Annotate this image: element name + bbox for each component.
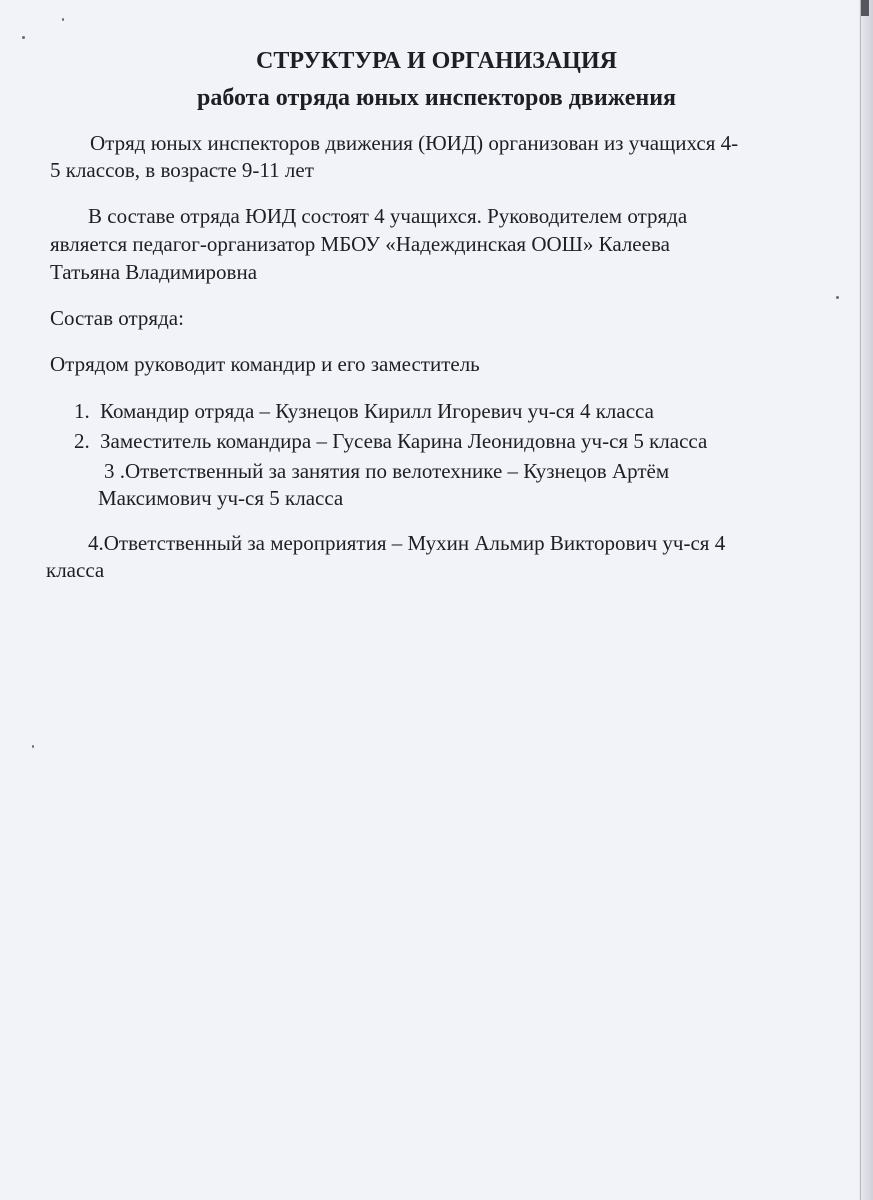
scan-speck [62,18,64,21]
scan-mark [861,0,869,16]
scan-speck [32,745,34,748]
list-item-number: 1. [74,399,90,423]
list-item-text: 3 .Ответственный за занятия по велотехнике – Кузнецов Артём [104,459,670,483]
paragraph-2-line-1: В составе отряда ЮИД состоят 4 учащихся. Руководителем отряда [88,204,688,228]
list-item-text: Командир отряда – Кузнецов Кирилл Игоревич уч-ся 4 класса [100,399,654,423]
scan-speck [22,36,25,39]
paragraph-1-line-1: Отряд юных инспекторов движения (ЮИД) организован из учащихся 4- [90,131,739,155]
paragraph-1-line-2: 5 классов, в возрасте 9-11 лет [50,158,314,182]
composition-label: Состав отряда: [50,306,184,330]
list-item-text-continuation: класса [46,558,105,582]
scan-speck [836,296,839,299]
paragraph-2-line-2: является педагог-организатор МБОУ «Надеждинская ООШ» Калеева [50,232,670,256]
list-item-text-continuation: Максимович уч-ся 5 класса [98,486,344,510]
page-edge-shadow [859,0,873,1200]
page-edge-line [860,0,861,1200]
list-item-text: Заместитель командира – Гусева Карина Леонидовна уч-ся 5 класса [100,429,708,453]
leadership-line: Отрядом руководит командир и его заместитель [50,352,480,376]
list-item-text: 4.Ответственный за мероприятия – Мухин Альмир Викторович уч-ся 4 [88,531,726,555]
document-subtitle: работа отряда юных инспекторов движения [196,85,677,111]
paragraph-2-line-3: Татьяна Владимировна [50,260,258,284]
list-item-number: 2. [74,429,90,453]
document-title: СТРУКТУРА И ОРГАНИЗАЦИЯ [256,48,617,74]
